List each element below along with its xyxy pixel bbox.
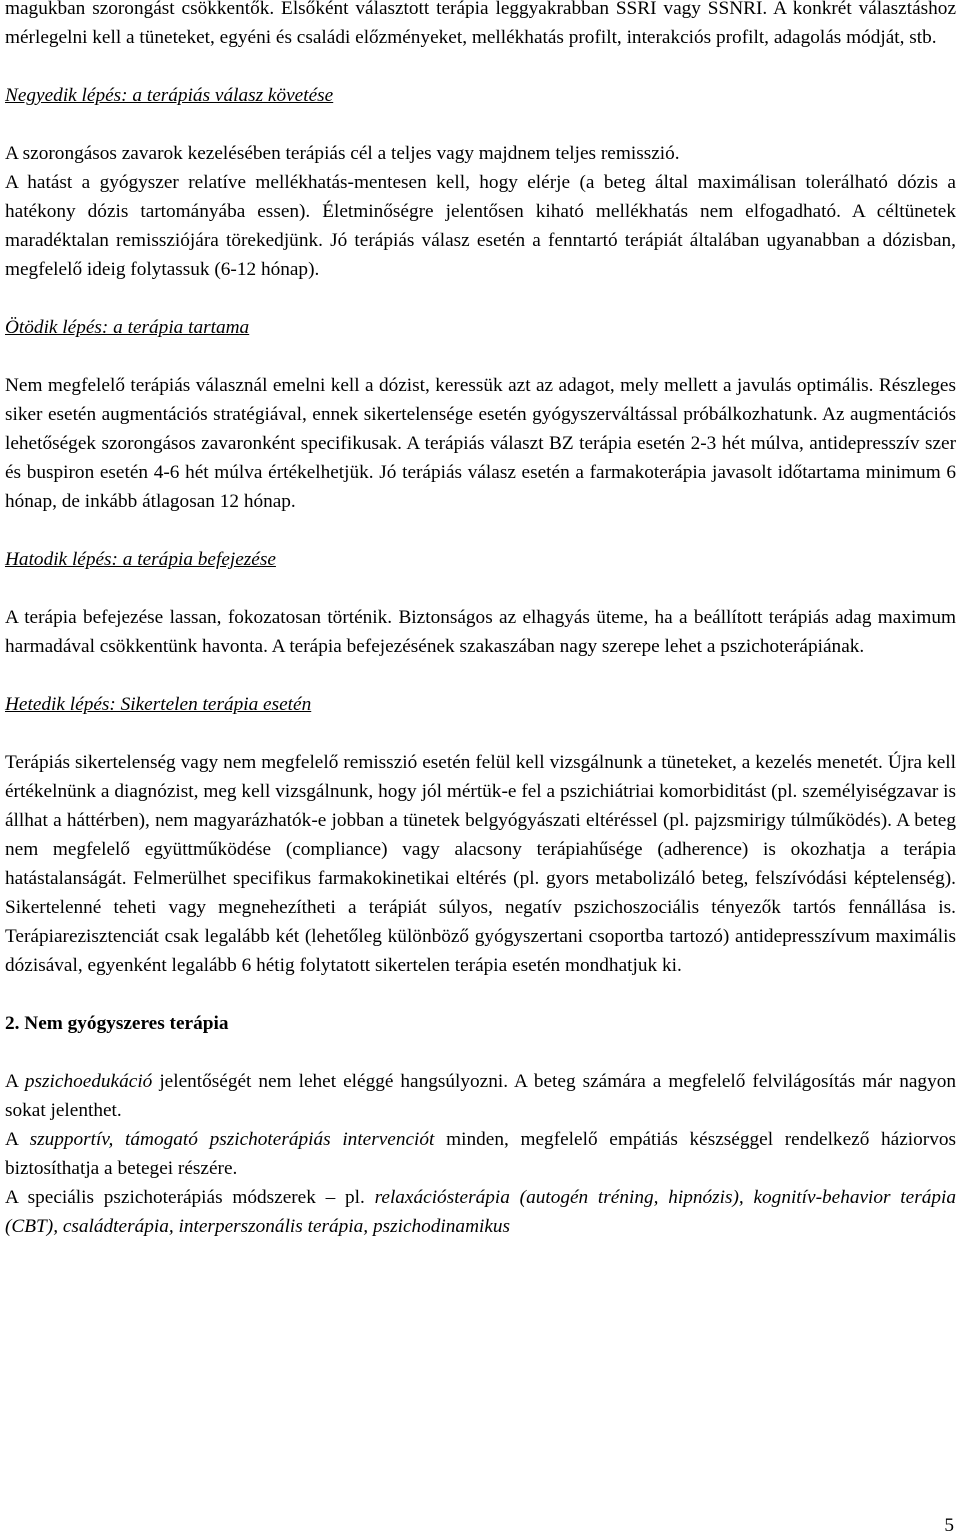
step6-heading: Hatodik lépés: a terápia befejezése bbox=[5, 549, 276, 570]
intro-paragraph: magukban szorongást csökkentők. Elsőként választott terápia leggyakrabban SSRI vagy SSNRI. A konkrét választáshoz mérlegelni kell a tüneteket, egyéni és családi előzményeket, mellékhatás profilt, interakciós profilt, adagolás módját, stb. bbox=[5, 0, 956, 48]
step6-body: A terápia befejezése lassan, fokozatosan történik. Biztonságos az elhagyás üteme, ha a beállított terápiás adag maximum harmadával csökkentünk havonta. A terápia befejezésének szakaszában nagy szerepe lehet a pszichoterápiának. bbox=[5, 607, 956, 657]
psychoeducation-before: A bbox=[5, 1071, 25, 1092]
step4-body: A hatást a gyógyszer relatíve mellékhatás-mentesen kell, hogy elérje (a beteg által maximálisan tolerálható dózis a hatékony dózis tartományába essen). Életminőségre jelentősen kiható mellékhatás nem elfogadható. A céltünetek maradéktalan remissziójára törekedjünk. Jó terápiás válasz esetén a fenntartó terápiát általában ugyanabban a dózisban, megfelelő ideig folytassuk (6-12 hónap). bbox=[5, 172, 956, 280]
step5-heading: Ötödik lépés: a terápia tartama bbox=[5, 317, 250, 338]
page-number: 5 bbox=[944, 1515, 954, 1536]
supportive-term: szupportív, támogató pszichoterápiás intervenciót bbox=[29, 1129, 435, 1150]
psychoeducation-term: pszichoedukáció bbox=[24, 1071, 153, 1092]
psychoeducation-after: jelentőségét nem lehet eléggé hangsúlyozni. A beteg számára a megfelelő felvilágosítás már nagyon sokat jelenthet. bbox=[5, 1071, 956, 1121]
supportive-before: A bbox=[5, 1129, 30, 1150]
step5-body: Nem megfelelő terápiás válasznál emelni kell a dózist, keressük azt az adagot, mely mellett a javulás optimális. Részleges siker esetén augmentációs stratégiával, ennek sikertelensége esetén gyógyszerváltással próbálkozhatunk. Az augmentációs lehetőségek szorongásos zavaronként specifikusak. A terápiás választ BZ terápia esetén 2-3 hét múlva, antidepresszív szer és buspiron esetén 4-6 hét múlva értékelhetjük. Jó terápiás válasz esetén a farmakoterápia javasolt időtartama minimum 6 hónap, de inkább átlagosan 12 hónap. bbox=[5, 375, 956, 512]
supportive-after: minden, megfelelő empátiás készséggel rendelkező háziorvos biztosíthatja a betegei részére. bbox=[5, 1129, 956, 1179]
psychoeducation-paragraph bbox=[5, 1067, 956, 1125]
supportive-therapy-paragraph bbox=[5, 1125, 956, 1183]
document-page bbox=[5, 0, 956, 1241]
step7-heading: Hetedik lépés: Sikertelen terápia esetén bbox=[5, 694, 312, 715]
step4-heading: Negyedik lépés: a terápiás válasz követése bbox=[5, 85, 334, 106]
special-methods-before: A speciális pszichoterápiás módszerek – pl. bbox=[5, 1187, 375, 1208]
special-methods-paragraph bbox=[5, 1183, 956, 1241]
step7-body: Terápiás sikertelenség vagy nem megfelelő remisszió esetén felül kell vizsgálnunk a tüneteket, a kezelés menetét. Újra kell értékelnünk a diagnózist, meg kell vizsgálnunk, hogy jól mértük-e fel a pszichiátriai komorbiditást (pl. személyiségzavar is állhat a háttérben), nem magyarázhatók-e jobban a tünetek belgyógyászati eltéréssel (pl. pajzsmirigy túlműködés). A beteg nem megfelelő együttműködése (compliance) vagy alacsony terápiahűsége (adherence) is okozhatja a terápia hatástalanságát. Felmerülhet specifikus farmakokinetikai eltérés (pl. gyors metabolizáló beteg, felszívódási képtelenség). Sikertelenné teheti vagy megnehezítheti a terápiát súlyos, negatív pszichoszociális tényezők tartós fennállása is. Terápiarezisztenciát csak legalább két (lehetőleg különböző gyógyszertani csoportba tartozó) antidepresszívum maximális dózisával, egyenként legalább 6 hétig folytatott sikertelen terápia esetén mondhatjuk ki. bbox=[5, 752, 956, 976]
section2-heading: 2. Nem gyógyszeres terápia bbox=[5, 1013, 229, 1034]
step4-lead: A szorongásos zavarok kezelésében terápiás cél a teljes vagy majdnem teljes remisszió. bbox=[5, 143, 680, 164]
special-methods-list: relaxációsterápia (autogén tréning, hipnózis), kognitív-behavior terápia (CBT), családterápia, interperszonális terápia, pszichodinamikus bbox=[5, 1187, 956, 1237]
